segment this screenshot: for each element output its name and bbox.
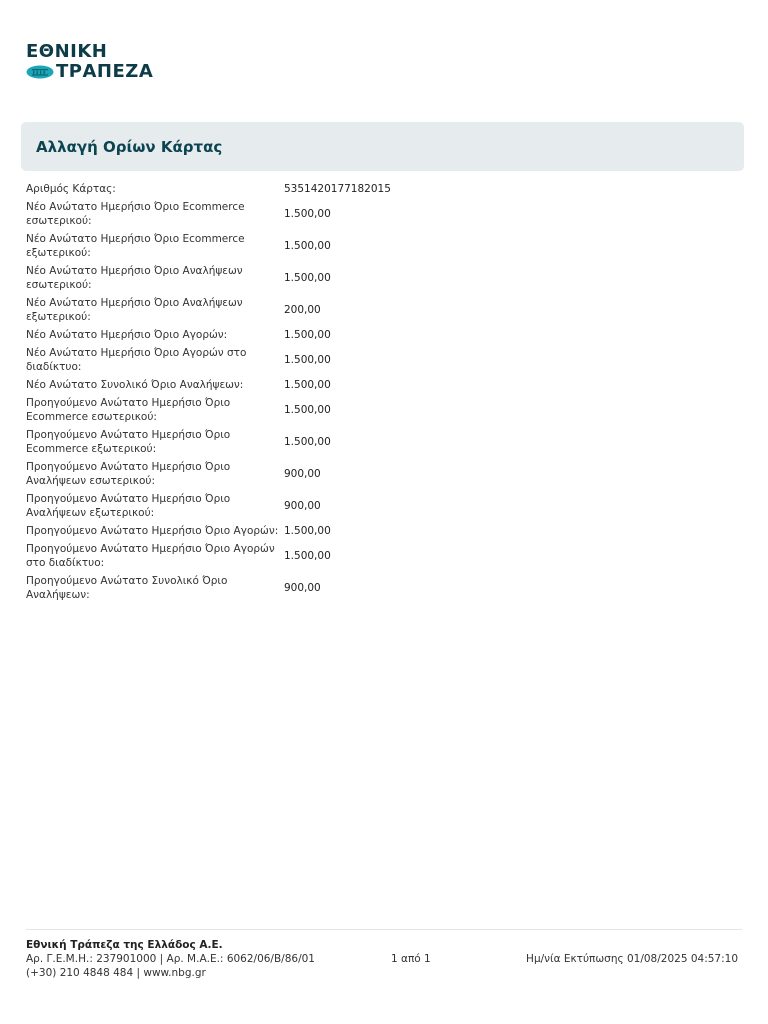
detail-value: 900,00 <box>284 468 321 480</box>
detail-value: 1.500,00 <box>284 240 331 252</box>
detail-label: Νέο Ανώτατο Ημερήσιο Όριο Ecommerce εσωτερικού: <box>26 201 245 227</box>
detail-value: 5351420177182015 <box>284 183 391 195</box>
detail-value: 1.500,00 <box>284 550 331 562</box>
detail-value: 1.500,00 <box>284 436 331 448</box>
detail-label: Νέο Ανώτατο Ημερήσιο Όριο Ecommerce εξωτερικού: <box>26 233 245 259</box>
footer-company-info <box>26 938 315 980</box>
detail-value: 200,00 <box>284 304 321 316</box>
detail-value: 1.500,00 <box>284 272 331 284</box>
detail-row <box>26 376 446 394</box>
detail-label: Προηγούμενο Ανώτατο Ημερήσιο Όριο Ecommerce εξωτερικού: <box>26 429 231 455</box>
bank-emblem-icon <box>26 65 54 79</box>
detail-label: Νέο Ανώτατο Συνολικό Όριο Αναλήψεων: <box>26 379 244 391</box>
detail-label: Αριθμός Κάρτας: <box>26 183 116 195</box>
footer-contact: (+30) 210 4848 484 | www.nbg.gr <box>26 967 206 979</box>
page-title-bar <box>21 122 744 171</box>
page-title: Αλλαγή Ορίων Κάρτας <box>36 137 223 156</box>
logo-text-line2: ΤΡΑΠΕΖΑ <box>56 61 154 82</box>
detail-value: 1.500,00 <box>284 329 331 341</box>
detail-row <box>26 344 446 376</box>
detail-row <box>26 394 446 426</box>
detail-label: Προηγούμενο Ανώτατο Συνολικό Όριο Αναλήψεων: <box>26 575 228 601</box>
detail-row <box>26 540 446 572</box>
detail-value: 900,00 <box>284 582 321 594</box>
detail-label: Νέο Ανώτατο Ημερήσιο Όριο Αναλήψεων εσωτερικού: <box>26 265 243 291</box>
logo-line2 <box>26 62 153 82</box>
detail-value: 1.500,00 <box>284 354 331 366</box>
footer-registry: Αρ. Γ.Ε.Μ.Η.: 237901000 | Αρ. Μ.Α.Ε.: 6062/06/Β/86/01 <box>26 953 315 965</box>
card-limits-details <box>26 180 446 604</box>
detail-value: 1.500,00 <box>284 208 331 220</box>
detail-row <box>26 230 446 262</box>
detail-row <box>26 572 446 604</box>
detail-label: Νέο Ανώτατο Ημερήσιο Όριο Αναλήψεων εξωτερικού: <box>26 297 243 323</box>
logo-text-line1: ΕΘΝΙΚΗ <box>26 41 108 62</box>
detail-label: Προηγούμενο Ανώτατο Ημερήσιο Όριο Αγορών στο διαδίκτυο: <box>26 543 275 569</box>
detail-row <box>26 458 446 490</box>
detail-row <box>26 180 446 198</box>
footer-company-name: Εθνική Τράπεζα της Ελλάδος Α.Ε. <box>26 939 223 951</box>
detail-value: 1.500,00 <box>284 404 331 416</box>
detail-row <box>26 490 446 522</box>
bank-logo <box>26 42 166 84</box>
detail-label: Προηγούμενο Ανώτατο Ημερήσιο Όριο Αναλήψεων εξωτερικού: <box>26 493 231 519</box>
detail-row <box>26 326 446 344</box>
detail-value: 1.500,00 <box>284 525 331 537</box>
detail-label: Νέο Ανώτατο Ημερήσιο Όριο Αγορών: <box>26 329 228 341</box>
footer-page-number: 1 από 1 <box>391 953 431 965</box>
detail-label: Προηγούμενο Ανώτατο Ημερήσιο Όριο Ecommerce εσωτερικού: <box>26 397 231 423</box>
footer-divider <box>26 929 742 930</box>
detail-row <box>26 522 446 540</box>
footer-print-date: Ημ/νία Εκτύπωσης 01/08/2025 04:57:10 <box>526 953 738 965</box>
detail-label: Νέο Ανώτατο Ημερήσιο Όριο Αγορών στο διαδίκτυο: <box>26 347 247 373</box>
detail-label: Προηγούμενο Ανώτατο Ημερήσιο Όριο Αναλήψεων εσωτερικού: <box>26 461 231 487</box>
detail-row <box>26 426 446 458</box>
detail-label: Προηγούμενο Ανώτατο Ημερήσιο Όριο Αγορών: <box>26 525 279 537</box>
detail-row <box>26 198 446 230</box>
detail-row <box>26 262 446 294</box>
detail-row <box>26 294 446 326</box>
detail-value: 900,00 <box>284 500 321 512</box>
detail-value: 1.500,00 <box>284 379 331 391</box>
